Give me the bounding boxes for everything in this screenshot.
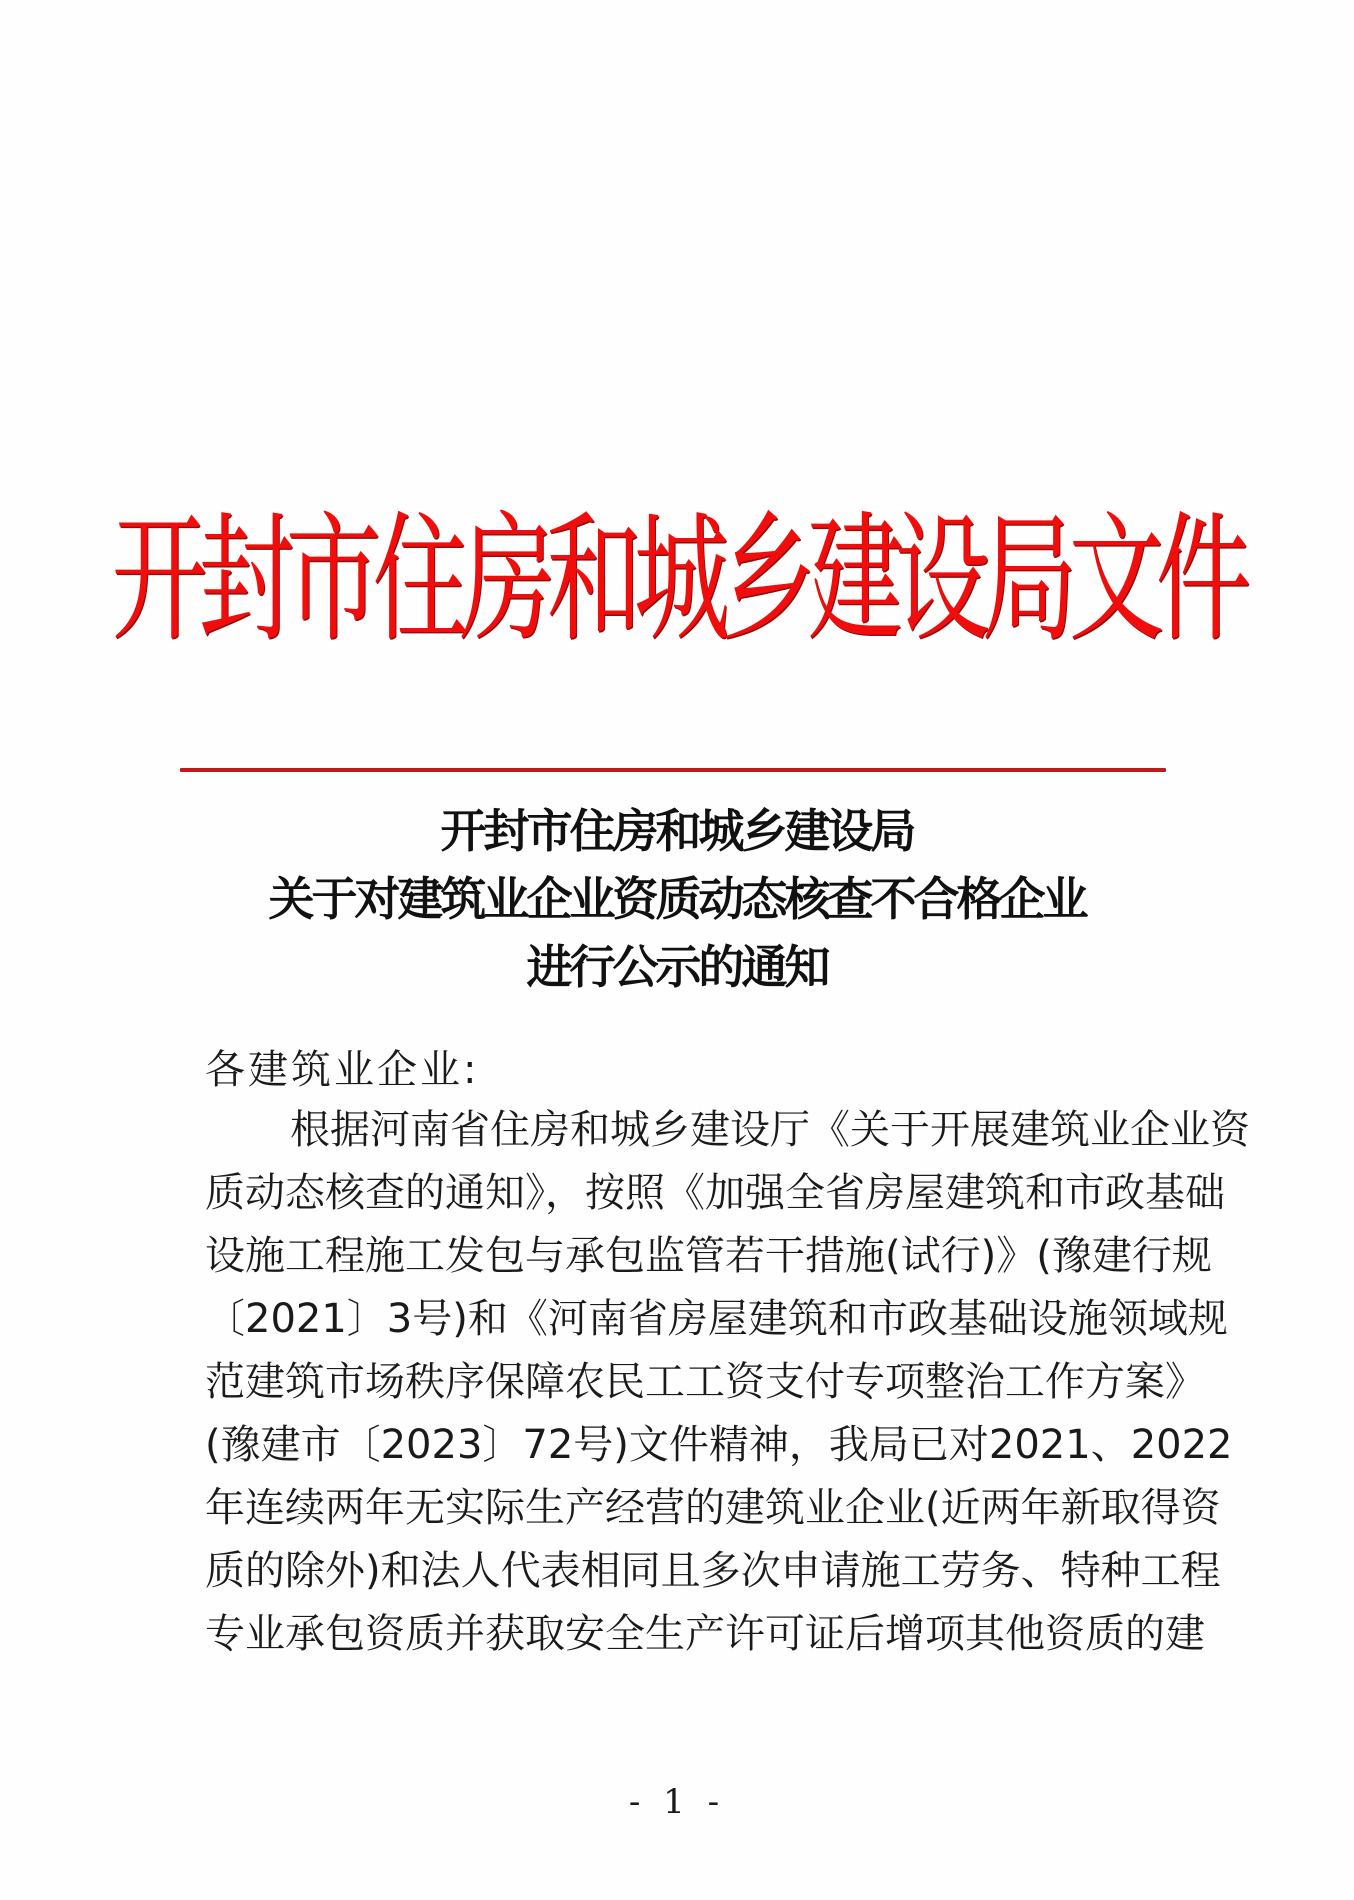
body-line-3: 设施工程施工发包与承包监管若干措施(试行)》(豫建行规	[205, 1233, 1212, 1279]
body-line-1: 根据河南省住房和城乡建设厅《关于开展建筑业企业资	[290, 1107, 1250, 1153]
body-line-5: 范建筑市场秩序保障农民工工资支付专项整治工作方案》	[205, 1359, 1205, 1405]
body-line-6: (豫建市〔2023〕72号)文件精神，我局已对2021、2022	[205, 1422, 1233, 1468]
body-line-4: 〔2021〕3号)和《河南省房屋建筑和市政基础设施领域规	[205, 1296, 1228, 1342]
body-line-9: 专业承包资质并获取安全生产许可证后增项其他资质的建	[205, 1611, 1205, 1657]
body-line-7: 年连续两年无实际生产经营的建筑业企业(近两年新取得资	[205, 1485, 1221, 1531]
body-line-8: 质的除外)和法人代表相同且多次申请施工劳务、特种工程	[205, 1548, 1221, 1594]
issuer-red-header: 开封市住房和城乡建设局文件	[111, 498, 1243, 661]
body-line-2: 质动态核查的通知》，按照《加强全省房屋建筑和市政基础	[205, 1170, 1225, 1216]
page-number: - 1 -	[628, 1782, 726, 1822]
document-title-line-3: 进行公示的通知	[526, 940, 828, 994]
document-title-line-2: 关于对建筑业企业资质动态核查不合格企业	[268, 872, 1086, 926]
red-divider-rule	[180, 768, 1166, 772]
document-title-line-1: 开封市住房和城乡建设局	[440, 804, 914, 858]
salutation: 各建筑业企业:	[205, 1047, 480, 1093]
